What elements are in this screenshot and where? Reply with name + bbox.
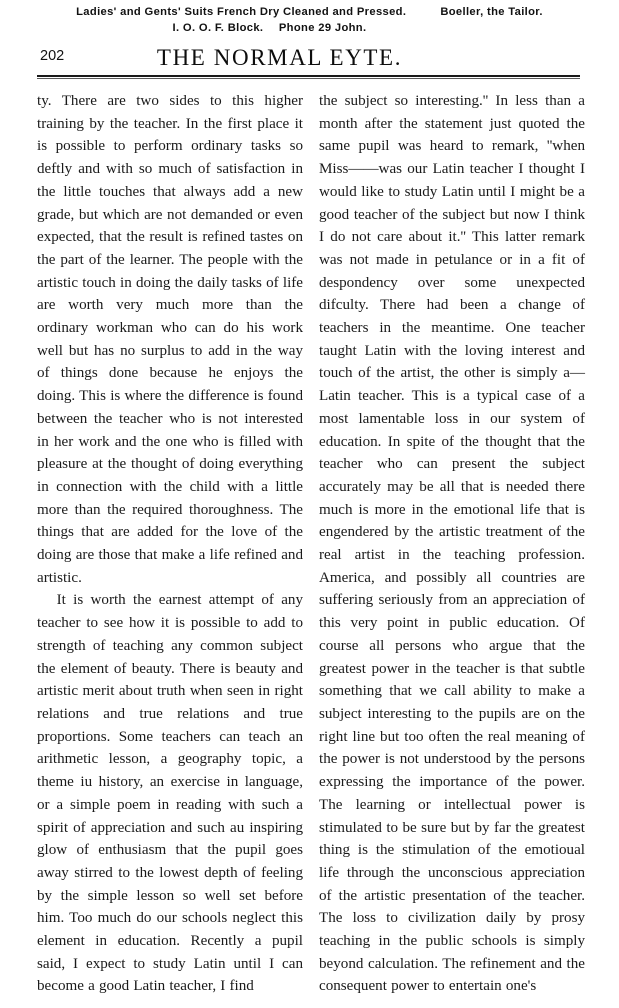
- paragraph: the subject so interesting.'' In less than a month after the statement just quoted the same pupil was heard to remark, ''when Miss——was our Latin teacher I thought I would like to study Latin until I might be a good teacher of the subject but now I think I do not care about it.'' This latter remark was not made in petulance or in a fit of despondency over some unexpected difculty. There had been a change of teachers in the meantime. One teacher taught Latin with the loving interest and touch of the artist, the other is simply a—Latin teacher. This is a typical case of a most lamentable loss in our system of education. In spite of the thought that the teacher who can present the subject accurately may be all that is needed there much is more in the emotional life that is engendered by the artistic treatment of the real artist in the teaching profession. America, and possibly all countries are suffering seriously from an appreciation of this very point in public education. Of course all persons who argue that the greatest power in the teacher is that subtle something that we call ability to make a subject interesting to the pupils are on the right line but too often the real meaning of the power is not understood by the persons expressing the importance of the power. The learning or intellectual power is stimulated to be sure but by far the greatest thing is the stimulation of the emotioual life through the unconscious appreciation of the artistic presentation of the teacher. The loss to civilization daily by prosy teaching in the public schools is simply beyond calculation. The refinement and the consequent power to entertain one's: [319, 93, 585, 995]
- masthead-divider: [37, 75, 580, 79]
- advertisement-address: I. O. O. F. Block.: [172, 22, 264, 34]
- advertisement-line-2: [0, 22, 619, 34]
- advertisement-service-text: Ladies' and Gents' Suits French Dry Cleaned and Pressed.: [76, 6, 407, 18]
- page-number: 202: [40, 48, 65, 64]
- masthead: [0, 43, 619, 73]
- advertisement-line-1: [0, 6, 619, 18]
- journal-title: THE NORMAL EYTE.: [156, 45, 403, 70]
- advertisement-header: [0, 0, 619, 34]
- paragraph: ty. There are two sides to this higher training by the teacher. In the first place it is possible to perform ordinary tasks so deftly and with so much of satisfaction in the little touches that always add a new grade, but which are not demanded or even expected, that the result is refined tastes on the part of the learner. The people with the artistic touch in doing the daily tasks of life are worth very much more than the ordinary workman who can do his work well but has no surplus to add in the way of things done because he enjoys the doing. This is where the difference is found between the teacher who is not interested in her work and the one who is filled with pleasure at the thought of doing everything in connection with the child with a little more than the required thoroughness. The things that are added for the love of the doing are those that make a life refined and artistic.: [37, 93, 303, 586]
- body-columns: [0, 90, 619, 998]
- advertisement-business-name: Boeller, the Tailor.: [440, 6, 543, 18]
- right-column: [319, 90, 585, 998]
- left-column: [37, 90, 303, 998]
- paragraph: It is worth the earnest attempt of any teacher to see how it is possible to add to strength of teaching any common subject the element of beauty. There is beauty and artistic merit about truth when seen in right relations and true relations and true proportions. Some teachers can teach an arithmetic lesson, a geography topic, a theme iu history, an exercise in language, or a simple poem in reading with such a spirit of appreciation and such au inspiring glow of enthusiasm that the pupil goes away stirred to the lowest depth of feeling by the simple lesson so well set before him. Too much do our schools neglect this element in education. Recently a pupil said, I expect to study Latin until I can become a good Latin teacher, I find: [37, 592, 303, 995]
- advertisement-phone: Phone 29 John.: [278, 22, 367, 34]
